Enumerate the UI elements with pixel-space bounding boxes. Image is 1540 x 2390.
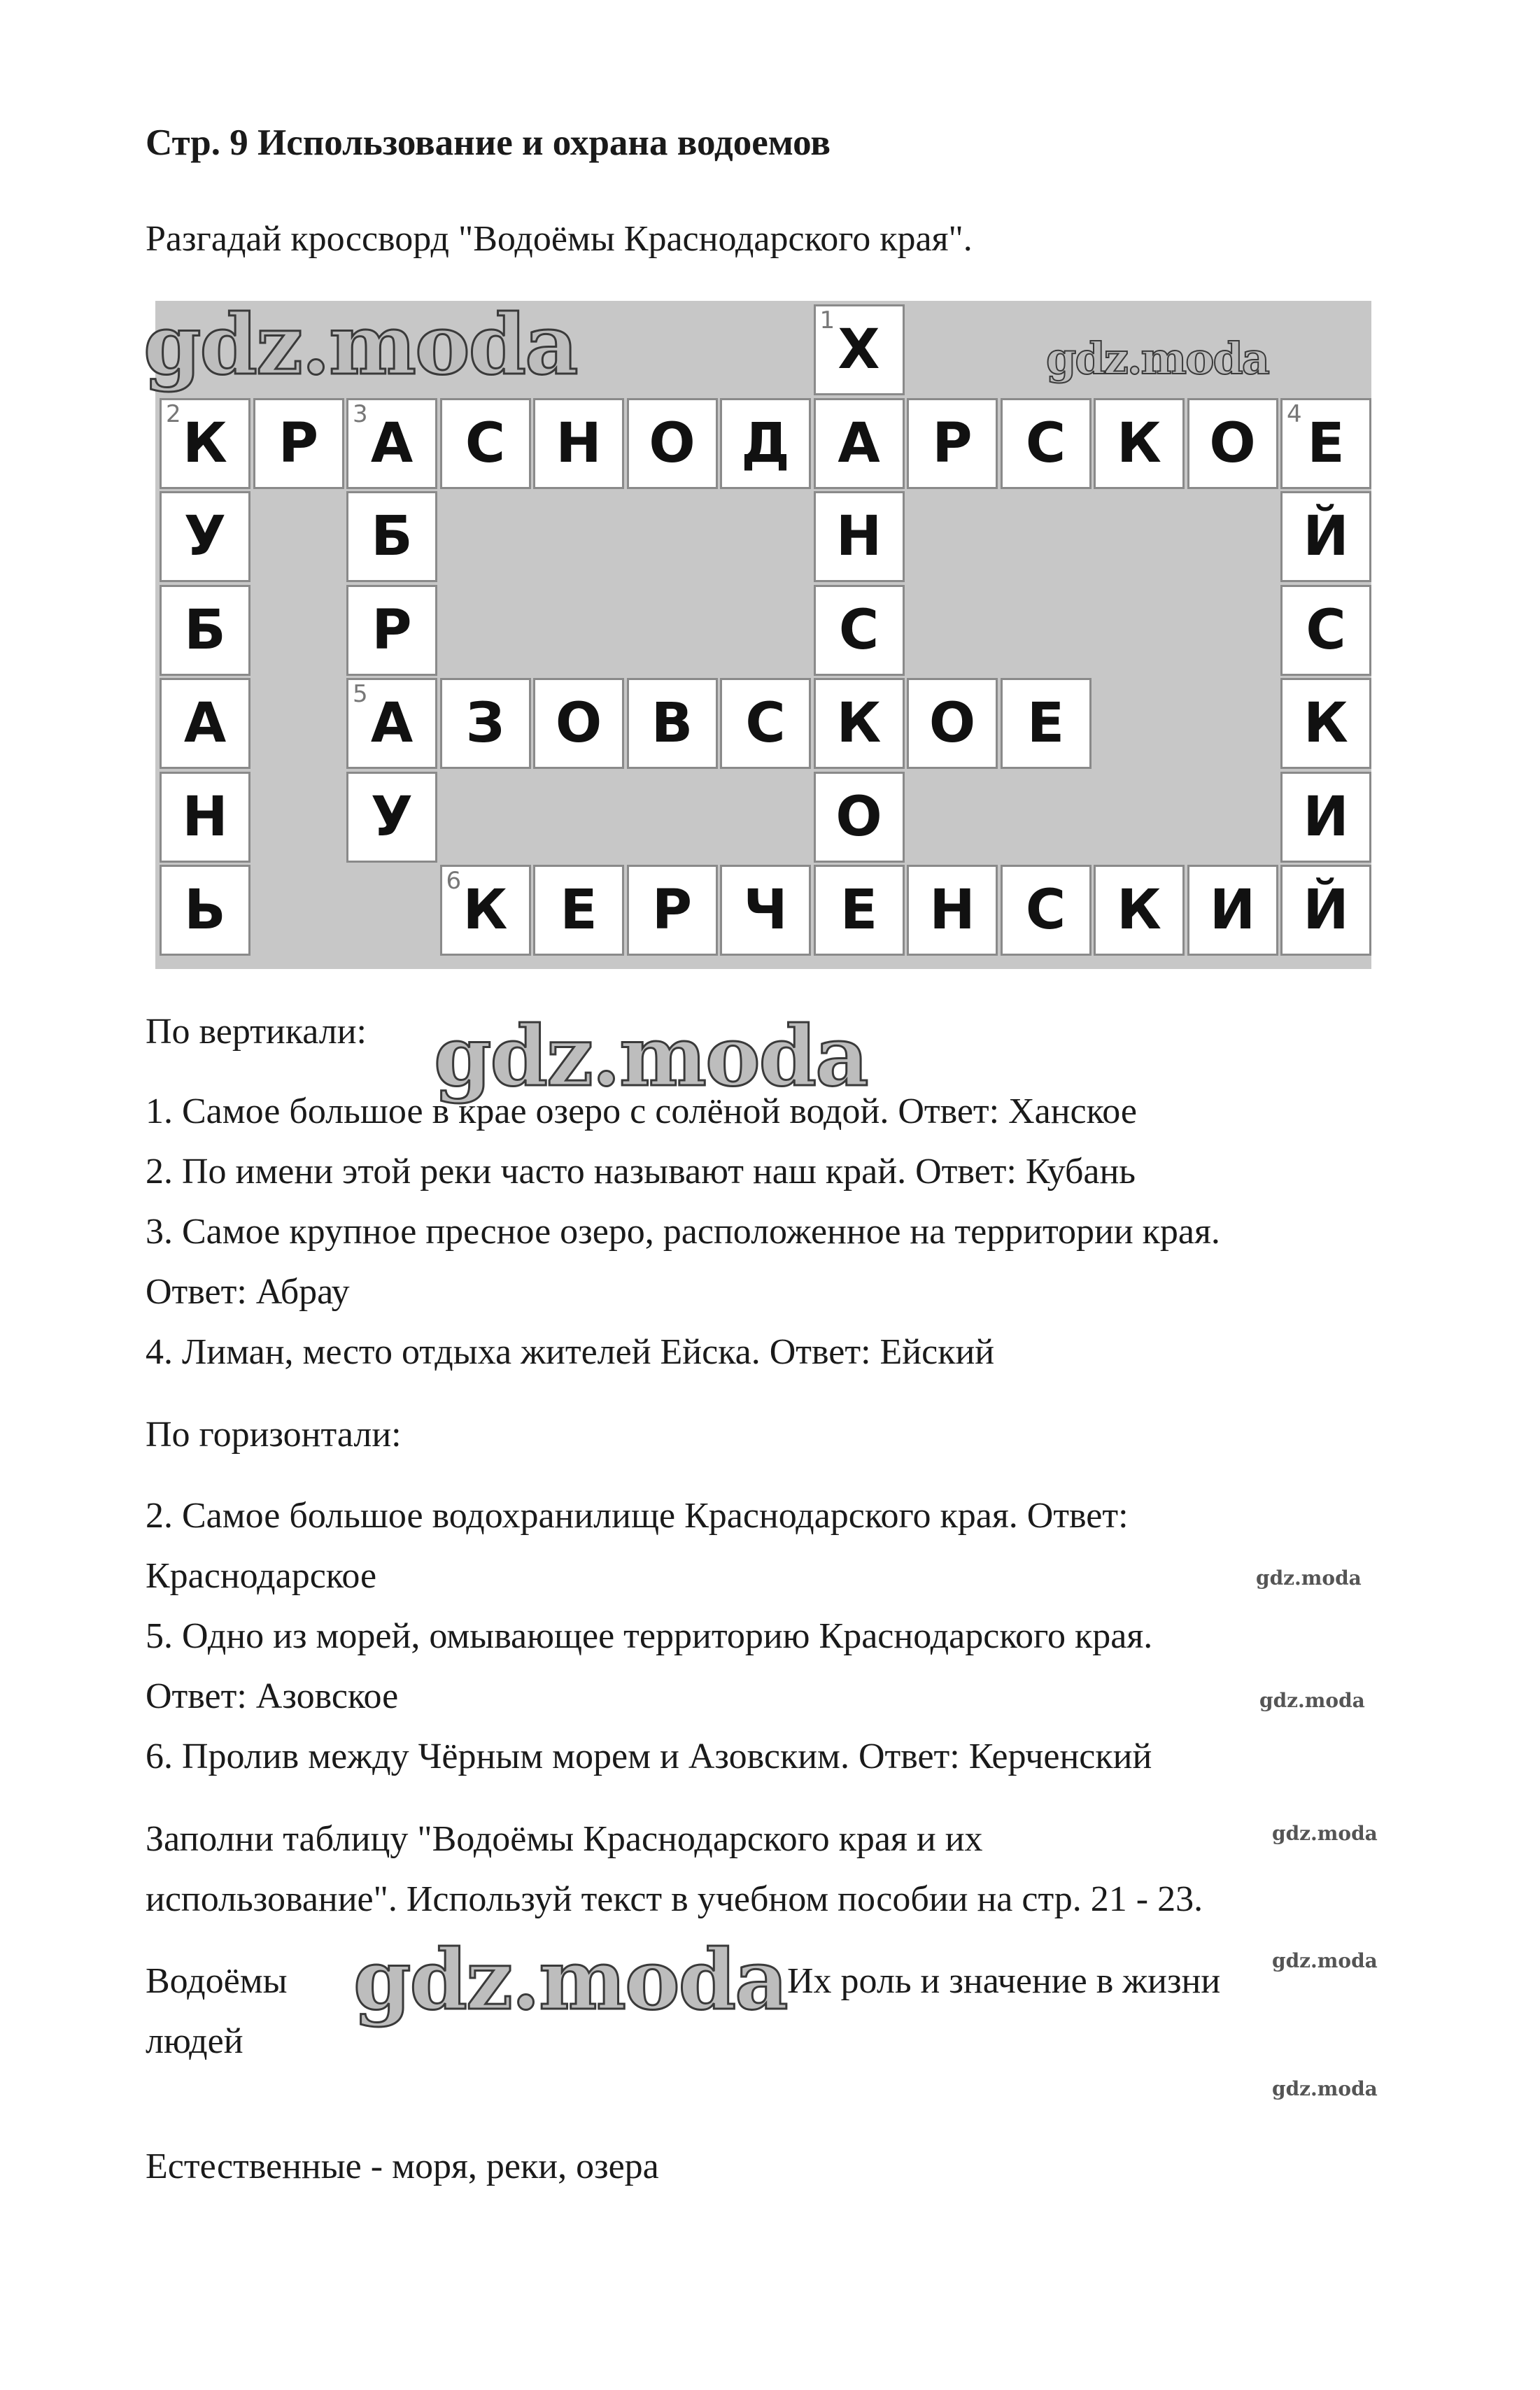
crossword-cell [533,865,624,956]
crossword-cell [814,398,905,489]
crossword-cell [346,678,437,769]
crossword-letter: В [651,692,693,755]
watermark: gdz.moda [1259,1689,1365,1712]
crossword-clue-number: 4 [1287,399,1302,428]
crossword-cell [160,491,250,582]
page-title: Стр. 9 Использование и охрана водоемов [146,122,831,163]
crossword-cell [160,772,250,863]
crossword-cell [346,491,437,582]
crossword-cell [1187,865,1278,956]
crossword-letter: Е [1026,692,1065,755]
crossword-letter: Р [651,879,693,942]
crossword-letter: Й [1303,505,1349,568]
crossword-letter: О [649,411,695,475]
crossword-cell [346,585,437,676]
crossword-cell [346,398,437,489]
crossword-cell [160,678,250,769]
crossword-cell [907,398,998,489]
crossword-letter: Д [741,411,790,475]
crossword-letter: Н [556,411,602,475]
vertical-clue: 2. По имени этой реки часто называют наш край. Ответ: Кубань [146,1152,1136,1192]
crossword-cell [1001,678,1092,769]
crossword-clue-number: 6 [446,867,462,895]
crossword-letter: С [465,411,506,475]
crossword-letter: Р [278,411,319,475]
crossword-letter: К [1304,692,1348,755]
crossword-cell [907,678,998,769]
table-row-natural: Естественные - моря, реки, озера [146,2147,659,2186]
crossword-letter: К [462,879,508,942]
crossword-cell [533,678,624,769]
watermark: gdz.moda [143,296,577,393]
crossword-letter: И [1303,785,1349,849]
crossword-letter: А [370,692,414,755]
crossword-cell [1094,398,1185,489]
crossword-letter: Н [182,785,228,849]
crossword-letter: Н [835,505,882,568]
crossword-letter: О [1209,411,1256,475]
crossword-letter: С [1306,598,1346,662]
crossword-cell [1280,865,1371,956]
crossword-letter: Е [840,879,878,942]
horizontal-clue: 6. Пролив между Чёрным морем и Азовским. Ответ: Керченский [146,1737,1152,1776]
vertical-clue: 4. Лиман, место отдыха жителей Ейска. Ответ: Ейский [146,1332,995,1372]
crossword-letter: Р [372,598,412,662]
crossword-cell [720,398,811,489]
vertical-heading: По вертикали: [146,1012,367,1052]
table-header-role: Их роль и значение в жизни [787,1961,1221,2001]
crossword-letter: А [838,411,880,475]
crossword-clue-number: 2 [166,399,181,428]
crossword-letter: Ь [184,879,226,942]
crossword-cell [1280,678,1371,769]
crossword-cell [440,398,531,489]
table-header-waterbodies: Водоёмы [146,1961,288,2001]
crossword-letter: О [835,785,882,849]
crossword-cell [1280,491,1371,582]
crossword-cell [1280,398,1371,489]
horizontal-clue: Краснодарское [146,1556,377,1596]
crossword-cell [1280,772,1371,863]
crossword-letter: Х [838,318,880,381]
crossword-clue-number: 5 [353,680,368,708]
crossword-cell [440,865,531,956]
crossword-grid [155,301,1371,969]
crossword-cell [814,865,905,956]
crossword-letter: С [838,598,880,662]
crossword-clue-number: 1 [819,306,835,334]
crossword-letter: Й [1303,879,1349,942]
horizontal-clue: 5. Одно из морей, омывающее территорию Краснодарского края. [146,1616,1153,1656]
vertical-clue: Ответ: Абрау [146,1272,350,1312]
crossword-letter: О [928,692,976,755]
crossword-letter: О [555,692,602,755]
crossword-letter: К [1117,879,1161,942]
crossword-cell [720,865,811,956]
crossword-cell [814,772,905,863]
crossword-letter: Е [1307,411,1345,475]
watermark: gdz.moda [434,1007,868,1105]
crossword-cell [346,772,437,863]
vertical-clue: 1. Самое большое в крае озеро с солёной водой. Ответ: Ханское [146,1091,1137,1131]
crossword-cell [1001,865,1092,956]
crossword-cell [1094,865,1185,956]
crossword-letter: Б [184,598,226,662]
crossword-cell [160,585,250,676]
crossword-cell [253,398,344,489]
watermark: gdz.moda [1272,1949,1378,1972]
watermark: gdz.moda [1046,333,1269,384]
crossword-letter: У [183,505,227,568]
table-header-role-cont: людей [146,2021,243,2061]
crossword-letter: С [745,692,786,755]
crossword-cell [814,491,905,582]
crossword-cell [907,865,998,956]
crossword-cell [814,304,905,395]
crossword-cell [1001,398,1092,489]
crossword-letter: У [370,785,414,849]
crossword-cell [533,398,624,489]
crossword-letter: А [183,692,227,755]
horizontal-clue: Ответ: Азовское [146,1676,399,1716]
task-table-instruction: Заполни таблицу "Водоёмы Краснодарского края и их [146,1819,983,1859]
crossword-letter: К [183,411,227,475]
task-crossword-instruction: Разгадай кроссворд "Водоёмы Краснодарского края". [146,219,973,259]
crossword-cell [160,865,250,956]
crossword-clue-number: 3 [353,399,368,428]
crossword-letter: Е [560,879,598,942]
crossword-cell [160,398,250,489]
watermark: gdz.moda [353,1931,787,2028]
vertical-clue: 3. Самое крупное пресное озеро, расположенное на территории края. [146,1212,1220,1252]
crossword-letter: Ч [743,879,788,942]
crossword-letter: К [836,692,882,755]
crossword-cell [1280,585,1371,676]
watermark: gdz.moda [1256,1567,1362,1590]
crossword-letter: С [1025,879,1066,942]
crossword-letter: Б [371,505,413,568]
crossword-letter: С [1025,411,1066,475]
crossword-letter: Р [932,411,973,475]
crossword-cell [814,585,905,676]
crossword-cell [1187,398,1278,489]
horizontal-clue: 2. Самое большое водохранилище Краснодарского края. Ответ: [146,1496,1129,1536]
horizontal-heading: По горизонтали: [146,1415,402,1455]
watermark: gdz.moda [1272,1822,1378,1845]
crossword-letter: З [465,692,505,755]
crossword-letter: И [1209,879,1256,942]
crossword-letter: А [370,411,414,475]
crossword-cell [627,678,718,769]
crossword-letter: К [1117,411,1161,475]
crossword-letter: Н [929,879,975,942]
watermark: gdz.moda [1272,2077,1378,2100]
crossword-cell [720,678,811,769]
task-table-instruction: использование". Используй текст в учебном пособии на стр. 21 - 23. [146,1879,1203,1919]
crossword-cell [814,678,905,769]
crossword-cell [627,398,718,489]
crossword-cell [627,865,718,956]
crossword-cell [440,678,531,769]
